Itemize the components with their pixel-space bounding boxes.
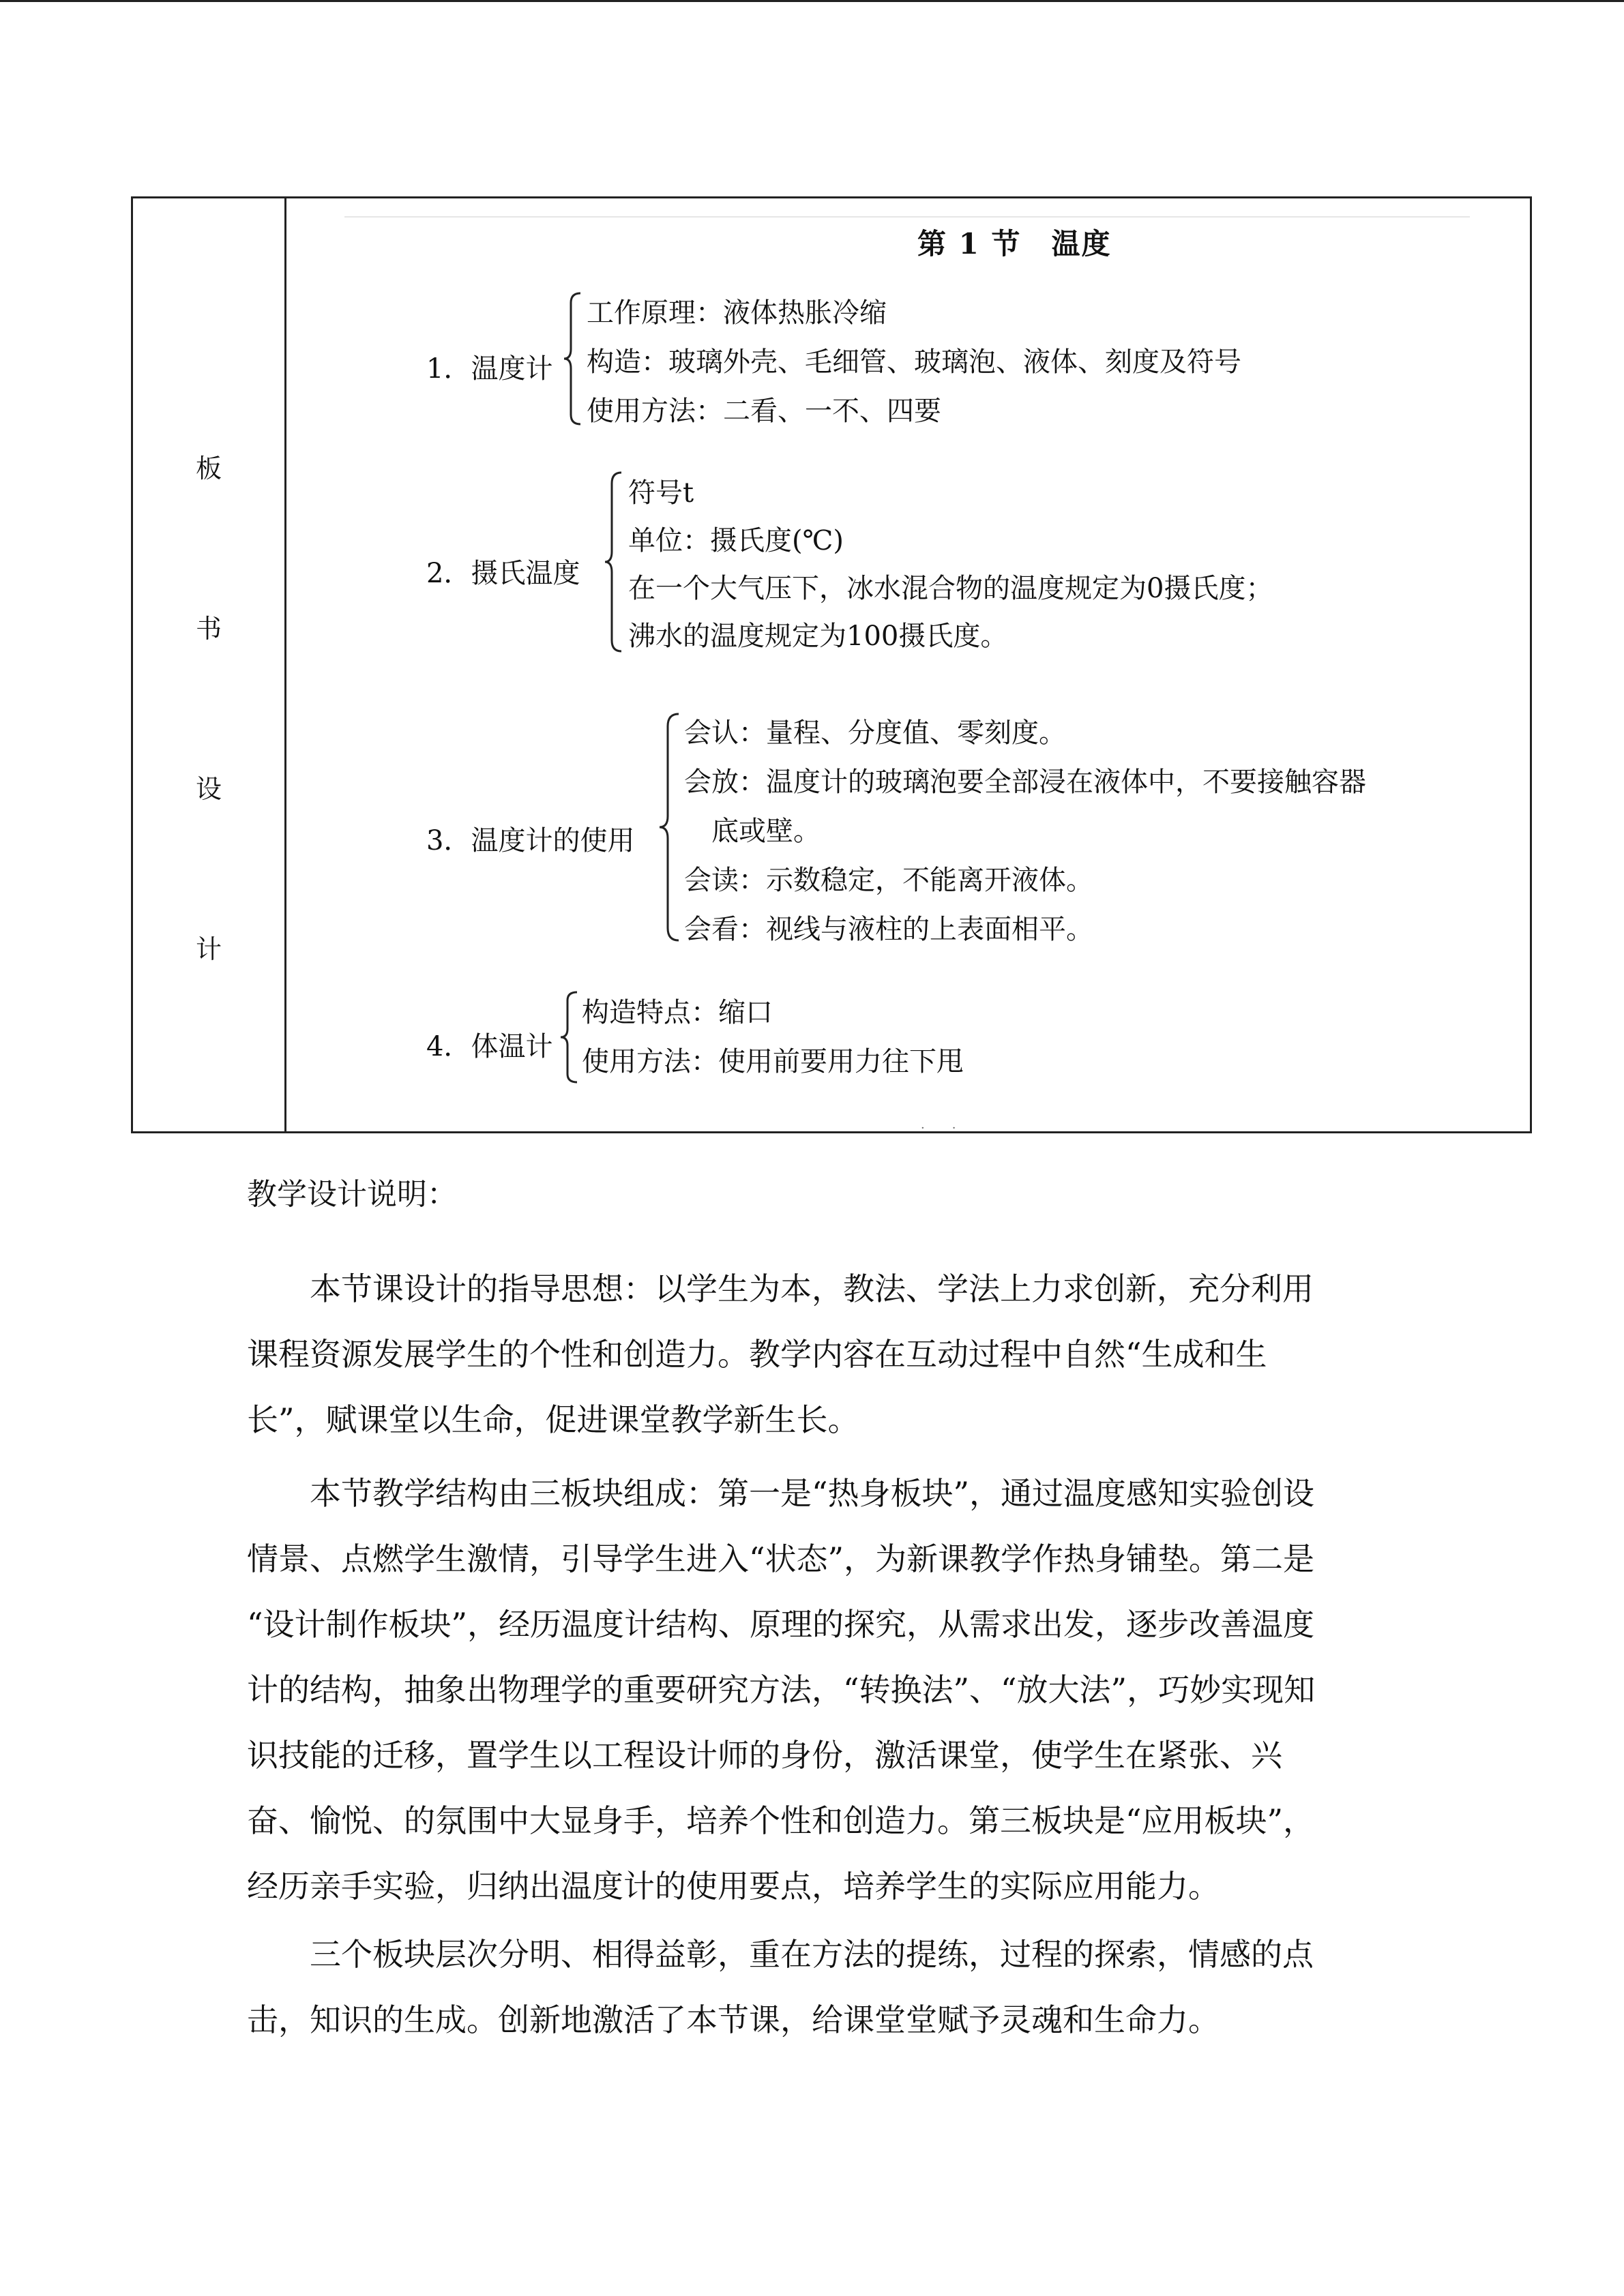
board-line: 符号t <box>628 477 694 509</box>
explanation-paragraph <box>247 1461 1365 1919</box>
board-line: 构造：玻璃外壳、毛细管、玻璃泡、液体、刻度及符号 <box>587 346 1241 378</box>
paragraph-line: 识技能的迁移，置学生以工程设计师的身份，激活课堂，使学生在紧张、兴 <box>247 1737 1282 1774</box>
paragraph-line: 击，知识的生成。创新地激活了本节课，给课堂堂赋予灵魂和生命力。 <box>247 2001 1220 2038</box>
board-item-4-head: 4．体温计 <box>426 1031 553 1062</box>
brace-icon <box>604 470 624 654</box>
board-line: 沸水的温度规定为100摄氏度。 <box>628 621 1008 652</box>
scan-artifact-dots: · · <box>921 1121 956 1135</box>
board-line: 会认：量程、分度值、零刻度。 <box>684 717 1066 749</box>
paragraph-line: 长”，赋课堂以生命，促进课堂教学新生长。 <box>247 1401 859 1438</box>
brace-icon <box>658 711 681 943</box>
paragraph-line: 三个板块层次分明、相得益彰，重在方法的提练，过程的探索，情感的点 <box>310 1936 1314 1973</box>
board-line: 在一个大气压下，冰水混合物的温度规定为0摄氏度； <box>628 573 1273 604</box>
board-line: 会放：温度计的玻璃泡要全部浸在液体中，不要接触容器 <box>684 766 1366 798</box>
board-line: 使用方法：使用前要用力往下甩 <box>582 1046 964 1077</box>
paragraph-line: “设计制作板块”，经历温度计结构、原理的探究，从需求出发，逐步改善温度 <box>247 1606 1315 1643</box>
top-border <box>0 0 1624 2</box>
title-rule <box>344 216 1470 218</box>
board-line: 使用方法：二看、一不、四要 <box>587 396 941 427</box>
paragraph-line: 课程资源发展学生的个性和创造力。教学内容在互动过程中自然“生成和生 <box>247 1336 1267 1373</box>
board-line: 构造特点：缩口 <box>582 997 773 1028</box>
paragraph-line: 本节教学结构由三板块组成：第一是“热身板块”，通过温度感知实验创设 <box>310 1475 1315 1512</box>
board-line: 会读：示数稳定，不能离开液体。 <box>684 865 1093 896</box>
board-item-1-head: 1．温度计 <box>426 353 553 385</box>
brace-icon <box>563 290 583 427</box>
paragraph-line: 经历亲手实验，归纳出温度计的使用要点，培养学生的实际应用能力。 <box>247 1868 1220 1905</box>
side-label-char: 板 <box>195 453 222 483</box>
paragraph-line: 本节课设计的指导思想：以学生为本，教法、学法上力求创新，充分利用 <box>310 1270 1314 1307</box>
board-item-3-head: 3．温度计的使用 <box>426 825 635 856</box>
explanation-paragraph <box>247 1256 1365 1452</box>
side-label-char: 书 <box>195 614 222 644</box>
side-label-char: 计 <box>195 934 222 964</box>
paragraph-line: 情景、点燃学生激情，引导学生进入“状态”，为新课教学作热身铺垫。第二是 <box>247 1540 1315 1577</box>
board-line: 底或壁。 <box>684 816 821 847</box>
paragraph-line: 计的结构，抽象出物理学的重要研究方法，“转换法”、“放大法”，巧妙实现知 <box>247 1671 1316 1708</box>
table-divider <box>284 198 286 1131</box>
board-line: 工作原理：液体热胀冷缩 <box>587 297 887 329</box>
brace-icon <box>559 989 580 1085</box>
board-design-table <box>131 196 1532 1133</box>
board-item-2-head: 2．摄氏温度 <box>426 558 580 589</box>
board-line: 会看：视线与液柱的上表面相平。 <box>684 914 1093 945</box>
explanation-paragraph <box>247 1922 1365 2053</box>
paragraph-line: 奋、愉悦、的氛围中大显身手，培养个性和创造力。第三板块是“应用板块”， <box>247 1802 1315 1839</box>
board-line: 单位：摄氏度(℃) <box>628 525 844 556</box>
explanation-heading: 教学设计说明： <box>247 1177 457 1212</box>
board-title: 第 1 节 温度 <box>917 227 1112 260</box>
side-label-char: 设 <box>195 774 222 804</box>
